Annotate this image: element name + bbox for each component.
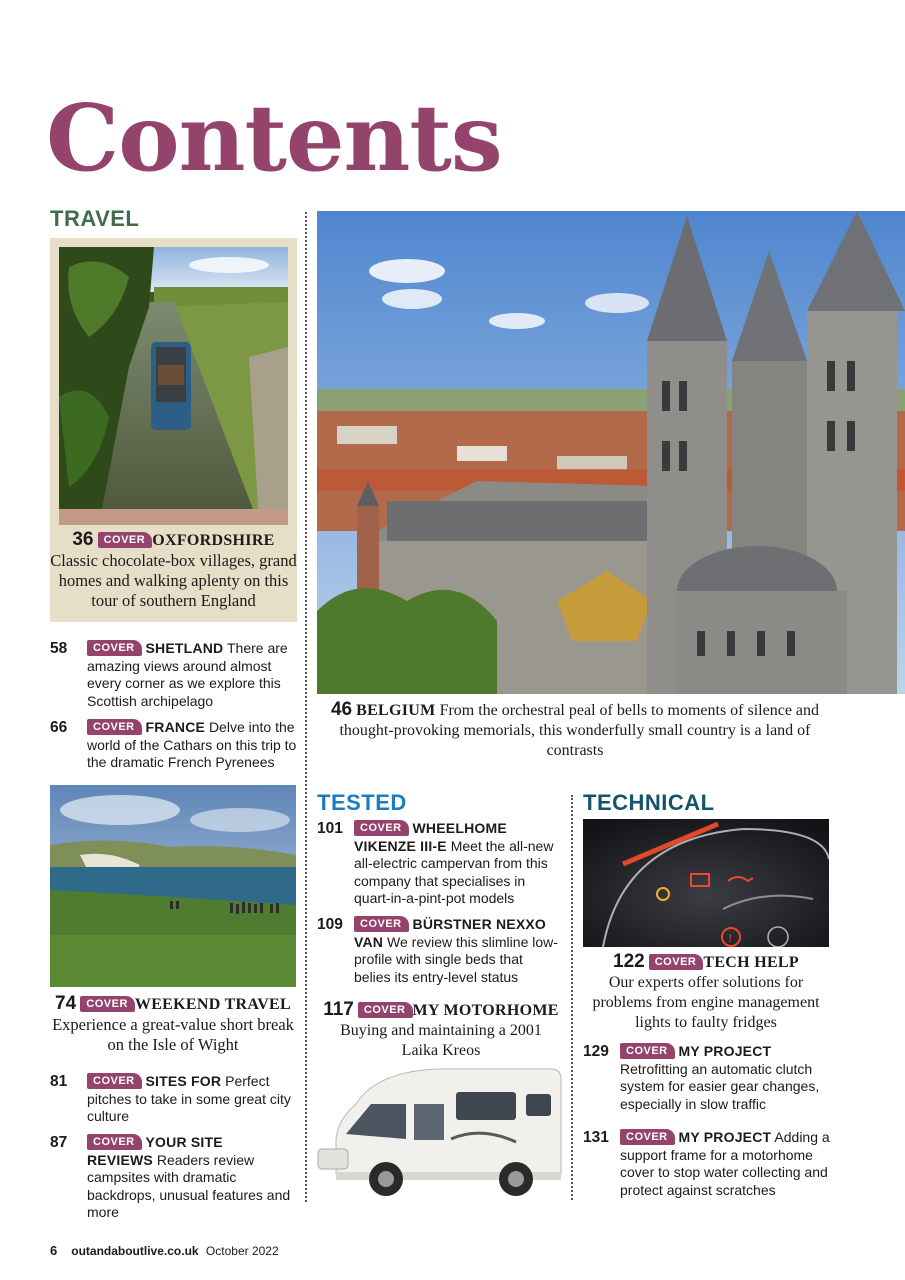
article-heading[interactable]: MY MOTORHOME [412, 1002, 559, 1019]
motorhome-photo[interactable] [316, 1064, 566, 1202]
article-summary: Delve into the world of the Cathars on this trip to the dramatic French Pyrenees [87, 719, 297, 771]
page-number: 58 [50, 640, 68, 657]
page-number: 74 [55, 993, 77, 1014]
article-heading: YOUR SITE REVIEWS [87, 1134, 223, 1168]
column-divider [571, 795, 573, 1200]
column-divider [305, 212, 307, 1202]
article-summary: We review this slimline low-profile with single beds that belies its entry-level status [354, 933, 558, 985]
page-footer [50, 1243, 279, 1258]
article-heading[interactable]: OXFORDSHIRE [152, 532, 275, 549]
cover-badge: COVER [80, 996, 135, 1012]
article-heading: MY PROJECT [678, 1043, 772, 1059]
cover-badge: COVER [87, 640, 142, 656]
article-summary: Readers review campsites with dramatic backdrops, unusual features and more [87, 1151, 291, 1221]
weekend-travel-caption [50, 994, 296, 1055]
article-heading[interactable]: TECH HELP [703, 954, 799, 971]
issue-date: October 2022 [205, 1244, 279, 1258]
cover-badge: COVER [98, 532, 153, 548]
article-heading: FRANCE [145, 719, 206, 735]
page-number: 46 [330, 699, 353, 720]
page-number: 117 [323, 999, 354, 1020]
article-heading: BÜRSTNER NEXXO VAN [354, 916, 546, 950]
list-item-shetland[interactable] [50, 640, 300, 712]
page-number: 131 [583, 1129, 609, 1146]
article-summary: Perfect pitches to take in some great city culture [87, 1073, 291, 1125]
page-number: 122 [613, 951, 645, 972]
article-heading[interactable]: WEEKEND TRAVEL [134, 996, 291, 1013]
website-link[interactable]: outandaboutlive.co.uk [71, 1244, 199, 1258]
article-summary: Adding a support frame for a motorhome cover to stop water collecting and protect against scratches [620, 1129, 830, 1198]
page-title: Contents [46, 84, 502, 192]
dashboard-warning-lights-photo[interactable] [583, 819, 829, 947]
page-number: 87 [50, 1134, 68, 1151]
svg-text:!: ! [728, 932, 733, 945]
list-item-wheelhome[interactable] [317, 820, 562, 910]
article-summary: There are amazing views around almost every corner as we explore this Scottish archipelago [87, 640, 288, 709]
article-heading: MY PROJECT [678, 1129, 772, 1145]
list-item-my-project-cover-frame[interactable] [583, 1129, 833, 1201]
article-heading: WHEELHOME VIKENZE III-E [354, 820, 507, 854]
section-travel-heading: TRAVEL [50, 206, 140, 231]
list-item-burstner[interactable] [317, 916, 562, 988]
list-item-france[interactable] [50, 719, 300, 773]
tech-help-caption [580, 952, 832, 1033]
cover-badge: COVER [87, 1134, 142, 1150]
article-heading[interactable]: BELGIUM [356, 702, 436, 719]
list-item-my-project-clutch[interactable] [583, 1043, 833, 1115]
page-number: 81 [50, 1073, 68, 1090]
page-number: 36 [72, 529, 94, 550]
section-tested-heading: TESTED [317, 790, 407, 815]
cover-badge: COVER [87, 1073, 142, 1089]
my-motorhome-caption [322, 1000, 560, 1061]
article-heading: SITES FOR [145, 1073, 222, 1089]
list-item-sites-for[interactable] [50, 1073, 300, 1127]
page-number: 129 [583, 1043, 609, 1060]
cover-badge: COVER [354, 820, 409, 836]
cover-badge: COVER [354, 916, 409, 932]
cover-badge: COVER [87, 719, 142, 735]
page-number: 109 [317, 916, 343, 933]
cover-badge: COVER [620, 1043, 675, 1059]
isle-of-wight-photo[interactable] [50, 785, 296, 987]
folio-page-number: 6 [50, 1243, 58, 1258]
article-summary: Retrofitting an automatic clutch system for easier gear changes, especially in slow traffic [620, 1060, 820, 1112]
article-summary: Our experts offer solutions for problems from engine management lights to faulty fridges [592, 974, 820, 1031]
article-summary: Classic chocolate-box villages, grand homes and walking aplenty on this tour of southern England [50, 551, 297, 610]
feature-oxfordshire-caption [50, 530, 297, 611]
article-summary: From the orchestral peal of bells to moments of silence and thought-provoking memorials, this wonderfully small country is a land of contrasts [339, 702, 820, 759]
canal-boat-photo[interactable] [59, 247, 288, 525]
article-summary: Buying and maintaining a 2001 Laika Kreos [340, 1022, 542, 1059]
belgium-cathedral-photo[interactable] [317, 211, 905, 694]
page-number: 66 [50, 719, 68, 736]
article-summary: Experience a great-value short break on the Isle of Wight [52, 1015, 294, 1054]
section-technical-heading: TECHNICAL [583, 790, 715, 815]
list-item-site-reviews[interactable] [50, 1134, 300, 1221]
article-heading: SHETLAND [145, 640, 224, 656]
belgium-caption [330, 700, 820, 761]
cover-badge: COVER [649, 954, 704, 970]
cover-badge: COVER [620, 1129, 675, 1145]
cover-badge: COVER [358, 1002, 413, 1018]
article-summary: Meet the all-new all-electric campervan from this company that specialises in quart-in-a-pint-pot models [354, 837, 554, 907]
page-number: 101 [317, 820, 343, 837]
